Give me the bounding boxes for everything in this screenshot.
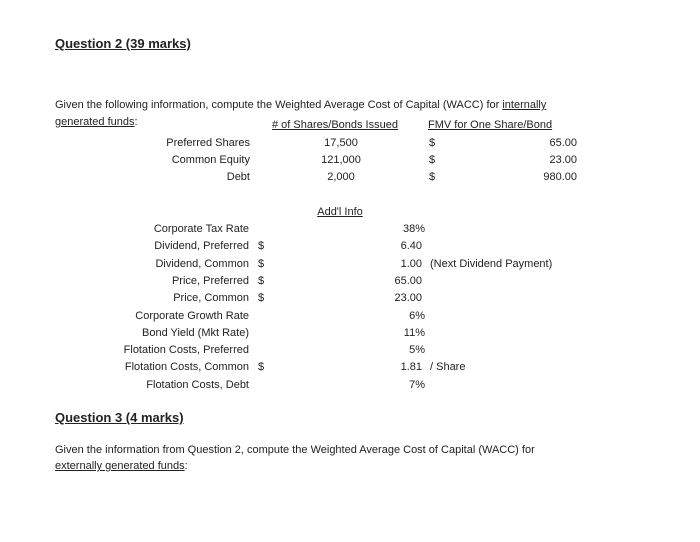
row-count: 121,000 — [321, 154, 361, 166]
row-label: Common Equity — [171, 154, 250, 166]
info-note: / Share — [430, 361, 466, 374]
question-2-title: Question 2 (39 marks) — [55, 36, 191, 51]
intro-suffix: : — [134, 116, 138, 128]
row-currency: $ — [429, 137, 436, 149]
intro-emphasis: externally generated funds — [55, 460, 185, 472]
intro-suffix: : — [184, 460, 188, 472]
info-value: 23.00 — [394, 292, 422, 305]
info-value: 6.40 — [400, 240, 422, 253]
info-value: 5% — [409, 344, 425, 357]
info-currency: $ — [258, 361, 265, 374]
info-value: 65.00 — [394, 274, 422, 287]
intro-text: Given the following information, compute the Weighted Average Cost of Capital (WACC) for — [55, 99, 503, 111]
info-currency: $ — [258, 257, 265, 270]
intro-emphasis-2: generated funds — [55, 116, 135, 128]
info-label: Flotation Costs, Common — [124, 361, 249, 374]
info-value: 38% — [402, 223, 425, 235]
info-currency: $ — [258, 274, 265, 287]
row-fmv: 980.00 — [543, 171, 577, 183]
row-currency: $ — [429, 171, 436, 183]
question-2-intro — [55, 98, 546, 112]
info-label: Price, Preferred — [171, 274, 249, 287]
info-value: 7% — [409, 378, 425, 391]
row-fmv: 23.00 — [549, 154, 577, 166]
info-label: Flotation Costs, Preferred — [123, 344, 249, 357]
info-value: 1.00 — [400, 257, 422, 270]
header-fmv: FMV for One Share/Bond — [428, 119, 553, 131]
info-value: 11% — [403, 326, 425, 339]
info-value: 1.81 — [400, 361, 422, 374]
info-value: 6% — [409, 309, 425, 322]
row-label: Preferred Shares — [166, 137, 250, 149]
addl-info-title: Add'l Info — [317, 206, 363, 218]
question-2-intro-line2 — [55, 115, 138, 129]
info-label: Price, Common — [173, 292, 249, 305]
info-label: Flotation Costs, Debt — [146, 378, 249, 391]
info-label: Dividend, Preferred — [154, 240, 249, 253]
row-currency: $ — [429, 154, 436, 166]
info-label: Dividend, Common — [155, 257, 249, 270]
question-3-title: Question 3 (4 marks) — [55, 410, 184, 425]
info-note: (Next Dividend Payment) — [430, 257, 553, 270]
intro-emphasis: internally — [502, 99, 547, 111]
info-currency: $ — [258, 240, 265, 253]
row-count: 17,500 — [324, 137, 358, 149]
info-label: Bond Yield (Mkt Rate) — [142, 326, 249, 339]
info-label: Corporate Growth Rate — [135, 309, 249, 322]
row-fmv: 65.00 — [549, 137, 577, 149]
info-label: Corporate Tax Rate — [153, 223, 249, 235]
header-shares-issued: # of Shares/Bonds Issued — [272, 119, 398, 131]
info-currency: $ — [258, 292, 265, 305]
row-label: Debt — [226, 171, 250, 183]
question-3-intro-line2 — [55, 459, 188, 473]
row-count: 2,000 — [327, 171, 355, 183]
question-3-intro: Given the information from Question 2, compute the Weighted Average Cost of Capital (WACC) for — [55, 444, 535, 456]
